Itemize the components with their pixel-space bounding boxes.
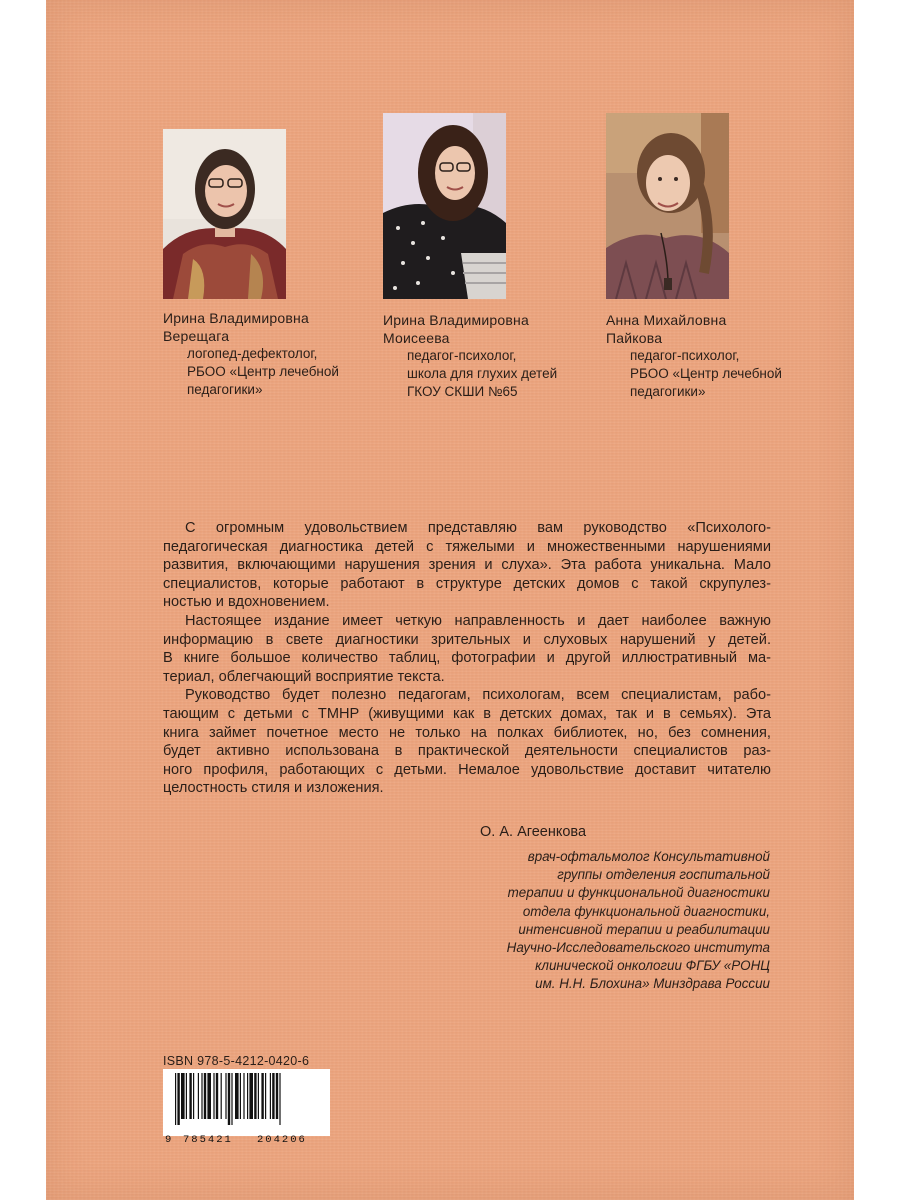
review-line: В книге большое количество таблиц, фотографии и другой иллюстративный ма- (163, 650, 771, 667)
barcode-bar (279, 1073, 280, 1125)
affiliation-line: клинической онкологии ФГБУ «РОНЦ (535, 958, 770, 974)
affiliation-line: отдела функциональной диагностики, (522, 903, 770, 919)
review-line: Настоящее издание имеет четкую направленность и дает наиболее важную (185, 612, 771, 629)
author-role-line: РБОО «Центр лечебной (187, 364, 339, 379)
barcode-bar (175, 1073, 176, 1125)
barcode-digits-left: 785421 (183, 1134, 233, 1146)
barcode-bar (189, 1073, 191, 1119)
review-line: информацию в свете диагностики зрительных и слуховых нарушений у детей. (163, 631, 771, 648)
review-line: ного профиля, работающих с детьми. Немалое удовольствие доставит читателю (163, 761, 771, 778)
review-line: ностью и вдохновением. (163, 594, 330, 611)
reviewer-name: О. А. Агеенкова (480, 824, 587, 840)
author-surname: Верещага (163, 328, 230, 344)
barcode-bar (193, 1073, 194, 1119)
reviewer-affiliation (450, 848, 770, 994)
barcode-bar (240, 1073, 241, 1119)
review-paragraph (163, 612, 771, 686)
barcode-bar (181, 1073, 185, 1119)
review-line: специалистов, которые работают в структуре детских домов с такой скрупулез- (163, 575, 771, 592)
barcode-bar (204, 1073, 206, 1119)
affiliation-line: им. Н.Н. Блохина» Минздрава России (535, 976, 770, 992)
isbn-label: ISBN 978-5-4212-0420-6 (163, 1054, 310, 1068)
author-role-line: педагог-психолог, (630, 348, 740, 363)
author-card (163, 129, 339, 399)
affiliation-line: терапии и функциональной диагностики (507, 885, 770, 901)
author-role-line: педагог-психолог, (407, 348, 517, 363)
review-line: развития, включающими нарушения зрения и слуха». Эта работа уникальна. Мало (163, 557, 771, 574)
barcode-bar (198, 1073, 199, 1119)
review-line: С огромным удовольствием представляю вам руководство «Психолого- (185, 520, 771, 536)
barcode-bar (201, 1073, 202, 1119)
barcode-bar (254, 1073, 256, 1119)
author-photo (163, 129, 286, 299)
author-role-line: РБОО «Центр лечебной (630, 366, 782, 381)
barcode-bar (243, 1073, 244, 1119)
author-name: Ирина Владимировна (163, 310, 309, 326)
affiliation-line: интенсивной терапии и реабилитации (518, 921, 770, 937)
author-surname: Пайкова (606, 330, 663, 346)
barcode-digit-first: 9 (165, 1134, 172, 1146)
barcode-bar (177, 1073, 179, 1125)
barcode-bar (249, 1073, 253, 1119)
barcode-bar (270, 1073, 271, 1119)
review-paragraph (163, 686, 771, 798)
barcode-bar (225, 1073, 226, 1119)
author-role-line: школа для глухих детей (407, 366, 558, 381)
barcode-bar (235, 1073, 239, 1119)
barcode-bar (258, 1073, 259, 1119)
review-paragraph (163, 519, 771, 612)
barcode-bar (186, 1073, 187, 1119)
author-role (630, 347, 782, 401)
barcode (163, 1069, 330, 1146)
author-role-line: педагогики» (630, 384, 706, 399)
barcode-bar (231, 1073, 232, 1125)
author-role-line: логопед-дефектолог, (187, 346, 318, 361)
author-name: Анна Михайловна (606, 312, 727, 328)
affiliation-line: группы отделения госпитальной (557, 867, 770, 883)
review-line: Руководство будет полезно педагогам, психологам, всем специалистам, рабо- (185, 687, 771, 704)
review-line: книга займет почетное место не только на полках библиотек, но, без сомнения, (163, 724, 771, 741)
review-line: будет активно использована в практической деятельности специалистов раз- (163, 743, 771, 760)
affiliation-line: Научно-Исследовательского института (506, 940, 770, 956)
barcode-bar (276, 1073, 278, 1119)
author-card (383, 113, 557, 401)
barcode-bar (261, 1073, 263, 1119)
barcode-bar (265, 1073, 266, 1119)
barcode-bar (221, 1073, 222, 1119)
author-surname: Моисеева (383, 330, 450, 346)
author-role (407, 347, 557, 401)
barcode-digits-right: 204206 (257, 1134, 307, 1146)
review-text (163, 519, 771, 798)
review-line: тающим с детьми с ТМНР (живущими как в детских домах, так и в семьях). Эта (163, 705, 771, 722)
author-photo (606, 113, 729, 299)
book-back-cover (46, 0, 854, 1200)
author-role-line: ГКОУ СКШИ №65 (407, 384, 518, 399)
barcode-bar (216, 1073, 218, 1119)
affiliation-line: врач-офтальмолог Консультативной (527, 849, 770, 864)
review-line: териал, облегчающий восприятие текста. (163, 668, 445, 685)
barcode-bar (228, 1073, 230, 1125)
author-card (606, 113, 782, 401)
barcode-bar (207, 1073, 211, 1119)
author-role-line: педагогики» (187, 382, 263, 397)
author-name: Ирина Владимировна (383, 312, 529, 328)
author-role (187, 345, 339, 399)
author-photo (383, 113, 506, 299)
barcode-bars (163, 1069, 330, 1125)
barcode-bar (247, 1073, 248, 1119)
barcode-bar (213, 1073, 214, 1119)
barcode-bar (272, 1073, 274, 1119)
review-line: целостность стиля и изложения. (163, 780, 384, 797)
review-line: педагогическая диагностика детей с тяжелыми и множественными нарушениями (163, 538, 771, 555)
